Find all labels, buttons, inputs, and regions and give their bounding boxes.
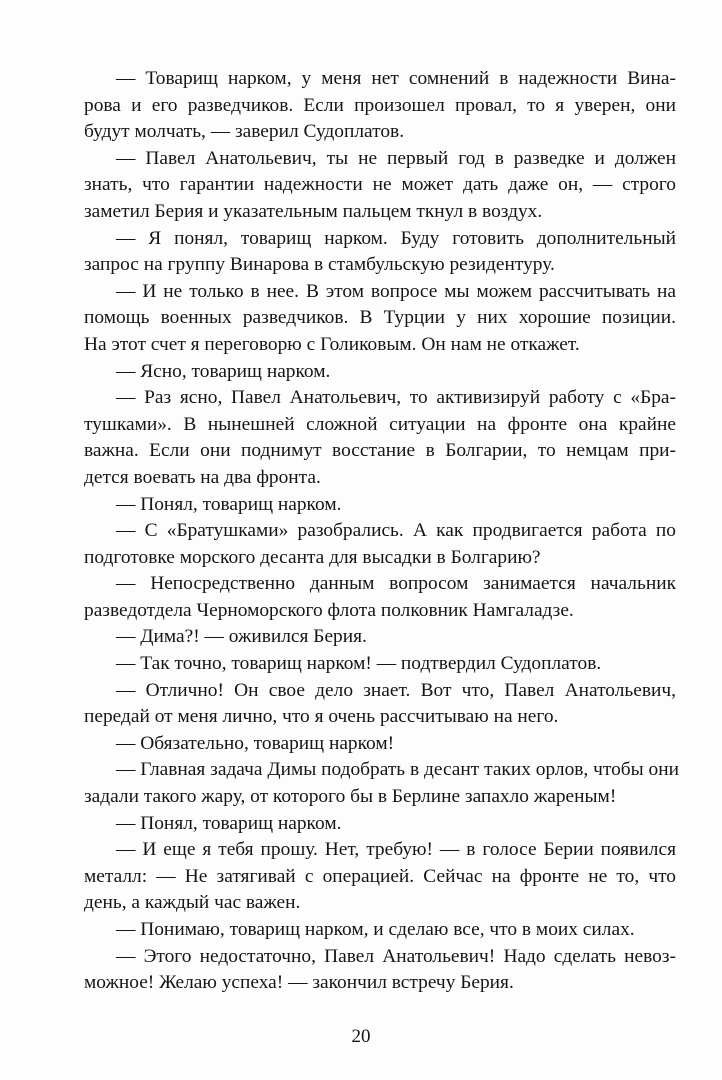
- text-line: — Понял, товарищ нарком.: [116, 812, 342, 834]
- text-line: день, а каждый час важен.: [84, 892, 301, 914]
- text-line: рова и его разведчиков. Если произошел провал, то я уверен, они: [84, 94, 676, 116]
- text-line: заметил Берия и указательным пальцем ткнул в воздух.: [84, 200, 543, 222]
- text-line: — Отлично! Он свое дело знает. Вот что, Павел Анатольевич,: [116, 679, 676, 701]
- text-line: тушками». В нынешней сложной ситуации на фронте она крайне: [84, 413, 676, 435]
- text-line: задали такого жару, от которого бы в Берлине запахло жареным!: [84, 786, 617, 808]
- text-line: важна. Если они поднимут восстание в Болгарии, то немцам при-: [84, 440, 676, 462]
- text-line: — Главная задача Димы подобрать в десант таких орлов, чтобы они: [116, 759, 679, 781]
- text-line: — Дима?! — оживился Берия.: [116, 626, 367, 648]
- text-line: — Непосредственно данным вопросом занимается начальник: [116, 573, 676, 595]
- text-line: — Обязательно, товарищ нарком!: [116, 732, 395, 754]
- text-line: — Раз ясно, Павел Анатольевич, то активизируй работу с «Бра-: [116, 387, 676, 409]
- text-line: — Павел Анатольевич, ты не первый год в разведке и должен: [116, 147, 676, 169]
- text-line: — И еще я тебя прошу. Нет, требую! — в голосе Берии появился: [116, 839, 676, 861]
- text-line: — Товарищ нарком, у меня нет сомнений в надежности Вина-: [116, 68, 676, 89]
- text-line: — Я понял, товарищ нарком. Буду готовить дополнительный: [116, 227, 676, 249]
- text-line: — Понял, товарищ нарком.: [116, 493, 342, 515]
- text-line: передай от меня лично, что я очень рассчитываю на него.: [84, 706, 559, 728]
- page-number: 20: [351, 1026, 371, 1047]
- body-text: [84, 66, 679, 997]
- text-line: — И не только в нее. В этом вопросе мы можем рассчитывать на: [116, 280, 676, 302]
- text-line: дется воевать на два фронта.: [84, 466, 321, 488]
- text-line: помощь военных разведчиков. В Турции у них хорошие позиции.: [84, 307, 676, 329]
- text-line: подготовке морского десанта для высадки в Болгарию?: [84, 546, 541, 568]
- text-line: будут молчать, — заверил Судоплатов.: [84, 121, 405, 143]
- text-line: металл: — Не затягивай с операцией. Сейчас на фронте не то, что: [84, 865, 676, 887]
- text-line: На этот счет я переговорю с Голиковым. Он нам не откажет.: [84, 333, 580, 355]
- text-line: — С «Братушками» разобрались. А как продвигается работа по: [116, 520, 676, 542]
- text-line: знать, что гарантии надежности не может дать даже он, — строго: [84, 174, 676, 196]
- text-line: — Этого недостаточно, Павел Анатольевич! Надо сделать невоз-: [116, 945, 676, 967]
- text-line: — Так точно, товарищ нарком! — подтвердил Судоплатов.: [116, 653, 602, 675]
- text-line: запрос на группу Винарова в стамбульскую резидентуру.: [84, 254, 555, 276]
- text-line: разведотдела Черноморского флота полковник Намгаладзе.: [84, 599, 574, 621]
- text-line: можное! Желаю успеха! — закончил встречу Берия.: [84, 972, 514, 994]
- text-line: — Ясно, товарищ нарком.: [116, 360, 331, 382]
- text-line: — Понимаю, товарищ нарком, и сделаю все, что в моих силах.: [116, 919, 635, 940]
